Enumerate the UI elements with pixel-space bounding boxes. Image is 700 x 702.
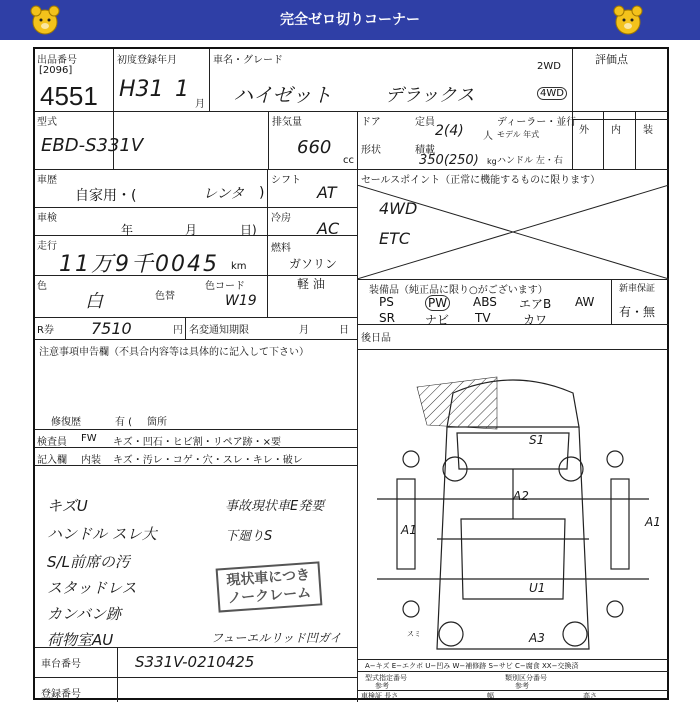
stamp-line1: 現状車につき <box>225 567 311 589</box>
inspector-label: 検査員 <box>37 437 67 448</box>
color-code-label: 色コード <box>205 281 245 292</box>
sales-point-etc: ETC <box>379 229 411 248</box>
load-unit: kg <box>487 157 497 166</box>
equip-aw: AW <box>575 295 595 309</box>
damage-a3: A3 <box>529 631 545 645</box>
footer-ref: 参考 <box>515 682 529 690</box>
reg-label: 登録番号 <box>41 689 81 700</box>
footer-ref: 参考 <box>375 682 389 690</box>
sales-point-4wd: 4WD <box>379 199 418 218</box>
notes-label: 注意事項申告欄（不具合内容等は具体的に記入して下さい） <box>39 347 309 358</box>
recycle-unit: 円 <box>173 325 183 336</box>
shift-label: シフト <box>271 175 301 186</box>
stamp-line2: ノークレーム <box>227 585 312 607</box>
aircon-label: 冷房 <box>271 213 291 224</box>
remark-left: ハンドル スレ大 <box>47 525 157 543</box>
car-name: ハイゼット <box>233 83 332 107</box>
fuel-gasoline: ガソリン <box>289 257 338 271</box>
recycle-label: R券 <box>37 325 54 336</box>
remark-left: スタッドレス <box>47 579 137 597</box>
deadline-month: 月 <box>299 325 309 336</box>
load-label: 積載 <box>415 145 435 156</box>
color-label: 色 <box>37 281 47 292</box>
first-reg-value: H31 <box>119 77 164 102</box>
inspection-label: 車検 <box>37 213 57 224</box>
model-label: 型式 <box>37 117 57 128</box>
vin-value: S331V-0210425 <box>135 653 255 671</box>
auction-sheet <box>33 47 669 700</box>
mileage-unit: km <box>231 261 247 272</box>
shape-label: 形状 <box>361 145 381 156</box>
inspector-row2-items: キズ・汚レ・コゲ・穴・スレ・キレ・破レ <box>113 455 303 466</box>
no-claim-stamp <box>216 561 323 612</box>
capacity-value: 2(4) <box>435 123 464 139</box>
inspector-row1-items: キズ・凹石・ヒビ割・リペア跡・×要 <box>113 437 281 448</box>
displacement-label: 排気量 <box>272 117 302 128</box>
mileage-value: 11万9千0045 <box>59 252 219 277</box>
history-label: 車歴 <box>37 175 57 186</box>
car-grade: デラックス <box>385 85 475 106</box>
after-label: 後日品 <box>361 333 391 344</box>
history-paren: レンタ <box>203 186 245 202</box>
inspection-month: 月 <box>185 223 198 237</box>
color-code: W19 <box>225 293 257 309</box>
drive-2wd: 2WD <box>537 61 561 72</box>
equip-navi: ナビ <box>425 313 450 327</box>
handle-label: ハンドル 左・右 <box>497 156 563 166</box>
equipment-label: 装備品（純正品に限り○がございます） <box>369 285 548 296</box>
deadline-label: 名変通知期限 <box>189 325 249 336</box>
damage-s1: S1 <box>529 433 545 447</box>
drive-4wd: 4WD <box>537 87 567 100</box>
lot-number: 4551 <box>40 81 98 111</box>
remark-left: S/L前席の汚 <box>47 553 130 571</box>
capacity-unit: 人 <box>483 131 493 142</box>
remark-right: 下廻りS <box>225 529 273 544</box>
eval-interior-label: 内 <box>611 125 621 136</box>
eval-label: 評価点 <box>595 53 628 66</box>
deadline-day: 日 <box>339 325 349 336</box>
new-warranty-label: 新車保証 <box>619 284 656 294</box>
displacement-unit: cc <box>343 155 354 166</box>
repair-place: 箇所 <box>147 417 167 428</box>
repair-label: 修復歴 <box>51 417 81 428</box>
fuel-label: 燃料 <box>271 243 291 254</box>
first-reg-unit: 月 <box>195 99 205 110</box>
remark-left: キズU <box>47 497 88 515</box>
color-change-label: 色替 <box>155 291 175 302</box>
remark-left: 荷物室AU <box>47 631 114 649</box>
equip-abs: ABS <box>473 295 497 309</box>
damage-a1-left: A1 <box>401 523 417 537</box>
equip-airbag: エアB <box>519 297 552 311</box>
entry-label: 記入欄 <box>37 455 67 466</box>
sales-points-label: セールスポイント（正常に機能するものに限ります） <box>361 175 601 186</box>
remark-right: 事故現状車E発要 <box>225 499 325 514</box>
history-close: ) <box>259 185 265 201</box>
footer-height: 高さ <box>583 692 597 700</box>
eval-exterior: 外 <box>579 125 589 136</box>
equip-ps: PS <box>379 295 394 309</box>
capacity-label: 定員 <box>415 117 435 128</box>
eval-interior: 装 <box>643 125 653 136</box>
inspection-day: 日) <box>240 223 257 237</box>
damage-u1: U1 <box>529 581 546 595</box>
equip-tv: TV <box>475 311 491 325</box>
inspection-year: 年 <box>121 223 134 237</box>
vin-label: 車台番号 <box>41 659 81 670</box>
displacement-value: 660 <box>297 137 332 158</box>
equip-pw: PW <box>425 295 450 311</box>
footer-length: 車検証 長さ <box>361 692 399 700</box>
shift-value: AT <box>317 183 337 202</box>
first-reg-label: 初度登録年月 <box>117 55 177 66</box>
equip-leather: カワ <box>523 313 548 327</box>
bear-mascot-icon <box>611 3 645 37</box>
banner-title: 完全ゼロ切りコーナー <box>280 12 420 28</box>
damage-legend: A−キズ E−エクボ U−凹み W−補修跡 S−サビ C−腐食 XX−交換済 <box>365 662 579 670</box>
lot-code: [2096] <box>39 65 73 76</box>
door-label: ドア <box>361 117 381 128</box>
repair-value: 有 ( <box>115 417 133 428</box>
load-value: 350(250) <box>419 153 479 168</box>
first-reg-month: 1 <box>175 77 189 102</box>
car-name-label: 車名・グレード <box>213 55 283 66</box>
model-value: EBD-S331V <box>41 135 144 156</box>
new-warranty-value: 有・無 <box>619 305 656 319</box>
damage-sumi: スミ <box>407 630 421 638</box>
mileage-label: 走行 <box>37 241 57 252</box>
model-year-label: モデル 年式 <box>497 130 540 139</box>
fuel-diesel: 軽 油 <box>297 277 325 291</box>
aircon-value: AC <box>317 219 340 238</box>
footer-class-no: 類別区分番号 <box>505 674 547 682</box>
remark-right: フューエルリッド凹ガイ <box>211 631 342 645</box>
footer-type-no: 型式指定番号 <box>365 674 407 682</box>
equip-sr: SR <box>379 311 395 325</box>
remark-left: カンバン跡 <box>47 605 121 623</box>
inspector-fw: FW <box>81 433 97 444</box>
footer-width: 幅 <box>487 692 494 700</box>
damage-a1-right: A1 <box>645 515 661 529</box>
inspector-interior: 内装 <box>81 455 101 466</box>
car-damage-diagram <box>357 349 669 659</box>
recycle-value: 7510 <box>91 319 132 338</box>
damage-a2: A2 <box>513 489 529 503</box>
history-value: 自家用・( <box>75 188 137 204</box>
color-value: 白 <box>85 291 103 312</box>
dealer-label: ディーラー・並行 <box>497 117 577 128</box>
lot-label: 出品番号 <box>37 55 77 66</box>
